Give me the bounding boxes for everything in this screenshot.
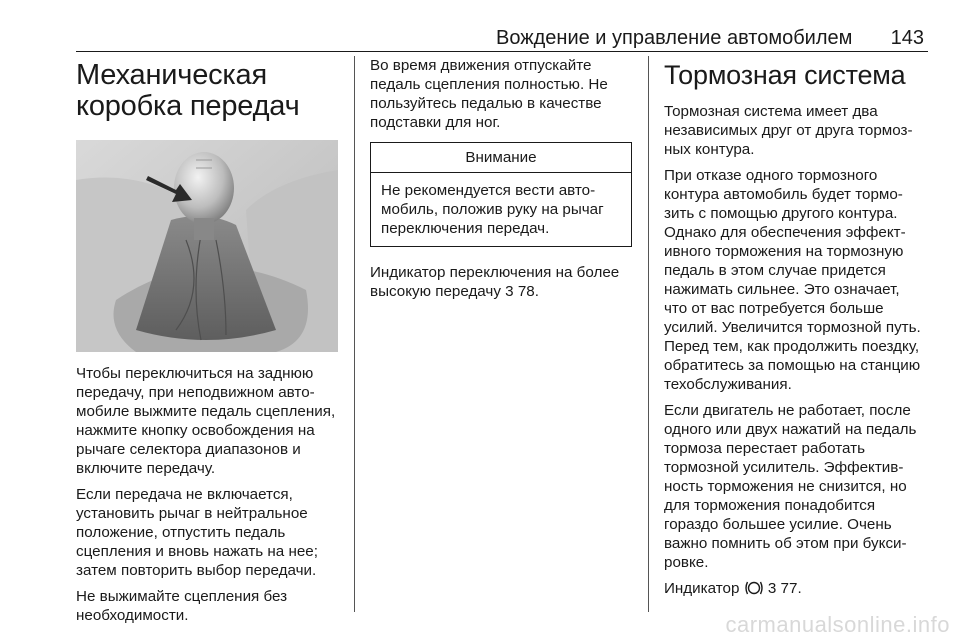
gear-lever-illustration	[76, 140, 338, 352]
middle-column	[370, 56, 632, 308]
page-ref-link[interactable]: 3 77.	[767, 580, 802, 597]
heading-line-1: Механическая	[76, 59, 267, 91]
paragraph: Тормозная система имеет два независимых друг от друга тормозных контура.	[664, 103, 913, 158]
heading-line-2: коробка передач	[76, 90, 300, 122]
paragraph: Не выжимайте сцепления без необходимости.	[76, 588, 288, 624]
section-heading-brake-system: Тормозная система	[664, 60, 906, 90]
warning-box	[370, 142, 632, 247]
watermark: carmanualsonline.info	[725, 612, 950, 637]
running-title: Вождение и управление автомобилем	[496, 27, 853, 49]
warning-title: Внимание	[371, 143, 631, 173]
indicator-text: Индикатор	[664, 580, 740, 597]
column-divider-1	[354, 56, 355, 612]
column-divider-2	[648, 56, 649, 612]
page-ref-link[interactable]: 3 78.	[505, 283, 539, 300]
paragraph: При отказе одного тормозного контура автомобиль будет тормозить с помощью другого контура. Однако для обеспечения эффективного торможения на тормозную педаль в этом случае придется нажимать сильнее. Это означает, что от вас потребуется больше усилий. Увеличится тормозной путь. Перед тем, как продолжить поездку, обратитесь за помощью на станцию техобслуживания.	[664, 167, 921, 393]
paragraph: Во время движения отпускайте педаль сцепления полностью. Не пользуйтесь педалью в качестве подставки для ног.	[370, 57, 608, 131]
gear-lever-drawing	[76, 140, 338, 352]
shift-indicator-paragraph	[370, 263, 632, 301]
page-number: 143	[890, 27, 924, 49]
indicator-text: Индикатор переключения на более высокую передачу	[370, 264, 620, 300]
warning-text: Не рекомендуется вести автомобиль, положив руку на рычаг переключения передач.	[381, 182, 604, 237]
section-heading-manual-gearbox	[76, 60, 338, 122]
brake-warning-icon	[744, 580, 764, 601]
paragraph: Чтобы переключиться на заднюю передачу, при неподвижном автомобиле выжмите педаль сцепления, нажмите кнопку освобождения на рычаге селектора диапазонов и включите передачу.	[76, 365, 336, 477]
right-column	[664, 56, 926, 608]
page-header	[76, 26, 928, 52]
brake-indicator-paragraph	[664, 579, 926, 601]
paragraph: Если передача не включается, установить рычаг в нейтральное положение, отпустить педаль сцепления и вновь нажать на нее; затем повторить выбор передачи.	[76, 486, 318, 579]
paragraph: Если двигатель не работает, после одного или двух нажатий на педаль тормоза перестает работать тормозной усилитель. Эффективность торможения не снизится, но для торможения понадобится гораздо большее усилие. Очень важно помнить об этом при буксировке.	[664, 402, 917, 571]
left-body	[76, 364, 338, 632]
